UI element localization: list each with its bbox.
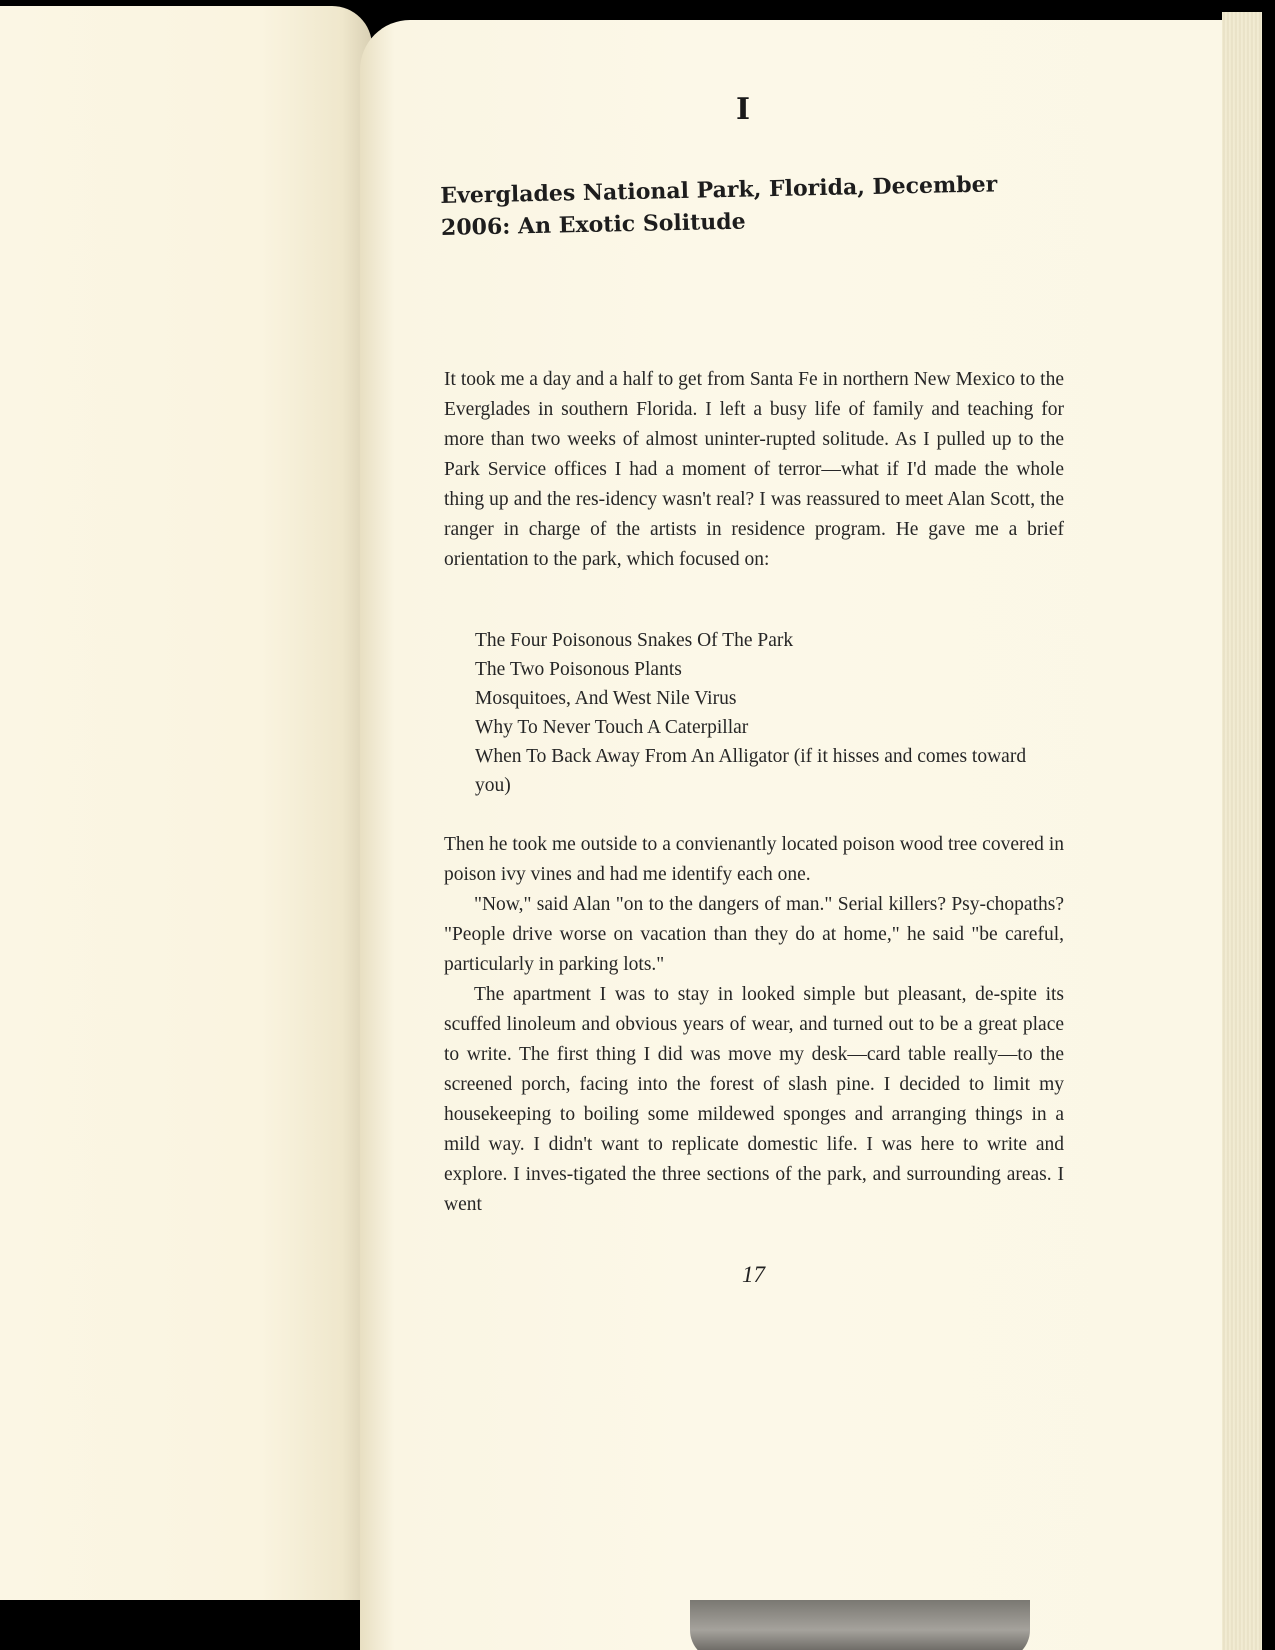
wristwatch-band: [690, 1600, 1030, 1650]
page-edges: [1222, 12, 1262, 1650]
paragraph-3: "Now," said Alan "on to the dangers of man." Serial killers? Psy-chopaths? "People drive worse on vacation than they do at home," he said "be careful, particularly in parking lots.": [444, 894, 1064, 975]
list-item: The Four Poisonous Snakes Of The Park: [475, 630, 794, 651]
paragraph-2: Then he took me outside to a convienantly located poison wood tree covered in poison ivy vines and had me identify each one.: [444, 834, 1064, 885]
chapter-title-line-2: 2006: An Exotic Solitude: [440, 208, 746, 241]
continuation-block: [444, 830, 1064, 1220]
opening-paragraph-block: [444, 365, 1064, 575]
list-item: The Two Poisonous Plants: [475, 659, 682, 680]
left-page: [0, 6, 372, 1650]
paragraph-4: The apartment I was to stay in looked simple but pleasant, de-spite its scuffed linoleum and obvious years of wear, and turned out to be a great place to write. The first thing I did was move my desk—card table really—to the screened porch, facing into the forest of slash pine. I decided to limit my housekeeping to boiling some mildewed sponges and arranging things in a mild way. I didn't want to replicate domestic life. I was here to write and explore. I inves-tigated the three sections of the park, and surrounding areas. I went: [444, 984, 1064, 1215]
list-item: Mosquitoes, And West Nile Virus: [475, 688, 737, 709]
list-item: When To Back Away From An Alligator (if it hisses and comes toward you): [475, 746, 1027, 796]
chapter-title-line-1: Everglades National Park, Florida, December: [440, 171, 998, 209]
opening-paragraph: It took me a day and a half to get from Santa Fe in northern New Mexico to the Everglades in southern Florida. I left a busy life of family and teaching for more than two weeks of almost uninter-rupted solitude. As I pulled up to the Park Service offices I had a moment of terror—what if I'd made the whole thing up and the res-idency wasn't real? I was reassured to meet Alan Scott, the ranger in charge of the artists in residence program. He gave me a brief orientation to the park, which focused on:: [444, 369, 1064, 570]
left-page-shadow: [0, 1600, 372, 1650]
list-item: Why To Never Touch A Caterpillar: [475, 717, 749, 738]
chapter-title: [440, 168, 1021, 244]
orientation-list: [475, 626, 1065, 800]
chapter-number: I: [736, 92, 751, 127]
page-number: 17: [742, 1262, 765, 1287]
